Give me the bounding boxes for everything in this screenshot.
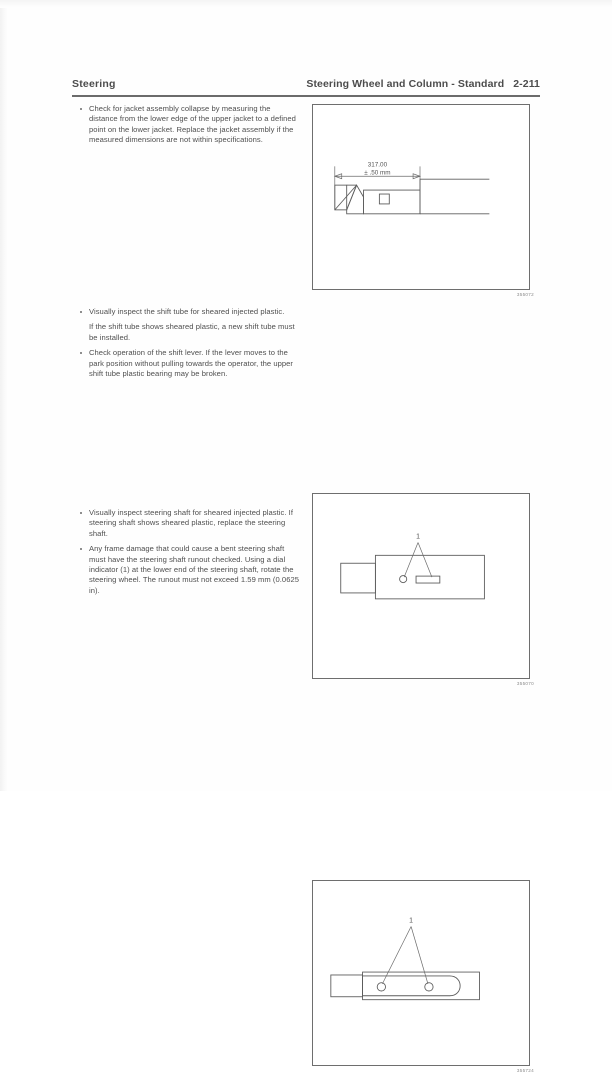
body-area bbox=[0, 104, 612, 1073]
instruction-bullet: Visually inspect steering shaft for sheared injected plastic. If steering shaft shows sheared plastic, replace the steering shaft. bbox=[78, 508, 300, 539]
header-rule bbox=[72, 95, 540, 97]
figure-shift-tube-inspection bbox=[312, 493, 530, 679]
instruction-block-1 bbox=[78, 104, 300, 151]
figure-1-dimension-tolerance: ± .50 mm bbox=[364, 169, 391, 177]
scan-edge-top bbox=[0, 0, 612, 8]
instruction-bullet: Any frame damage that could cause a bent steering shaft must have the steering shaft runout checked. Using a dial indicator (1) at the lower end of the steering shaft, rotate the steering wheel. The runout must not exceed 1.59 mm (0.0625 in). bbox=[78, 544, 300, 596]
instruction-block-3 bbox=[78, 508, 300, 601]
figure-3-id: 355724 bbox=[516, 1068, 534, 1073]
figure-jacket-assembly-measurement bbox=[312, 104, 530, 290]
page-header bbox=[72, 78, 540, 100]
figure-2-callout-label: 1 bbox=[416, 533, 420, 541]
figure-3-callout-label: 1 bbox=[409, 917, 414, 925]
instruction-block-2 bbox=[78, 307, 300, 384]
figure-3-wrap bbox=[312, 880, 534, 1073]
figure-steering-shaft-runout bbox=[312, 880, 530, 1066]
figure-1-dimension-value: 317.00 bbox=[367, 161, 388, 169]
instruction-bullet: Check operation of the shift lever. If the lever moves to the park position without pulling towards the operator, the upper shift tube plastic bearing may be broken. bbox=[78, 348, 300, 379]
figure-2-drawing bbox=[313, 494, 529, 678]
figure-2-wrap bbox=[312, 493, 534, 686]
header-topic-title: Steering Wheel and Column - Standard bbox=[306, 78, 505, 90]
header-right-group bbox=[306, 78, 540, 90]
instruction-bullet: Visually inspect the shift tube for sheared injected plastic. bbox=[78, 307, 300, 317]
figure-3-drawing bbox=[313, 881, 529, 1065]
figure-1-id: 355072 bbox=[516, 292, 534, 297]
figure-1-drawing bbox=[313, 105, 529, 289]
figure-2-id: 355070 bbox=[516, 681, 534, 686]
figure-1-wrap bbox=[312, 104, 534, 297]
page-number: 2-211 bbox=[513, 78, 540, 90]
instruction-paragraph: If the shift tube shows sheared plastic, a new shift tube must be installed. bbox=[89, 322, 295, 342]
instruction-bullet: Check for jacket assembly collapse by measuring the distance from the lower edge of the upper jacket to a defined point on the lower jacket. Replace the jacket assembly if the measured dimensions are not within specifications. bbox=[78, 104, 300, 146]
header-section-title: Steering bbox=[72, 78, 116, 90]
